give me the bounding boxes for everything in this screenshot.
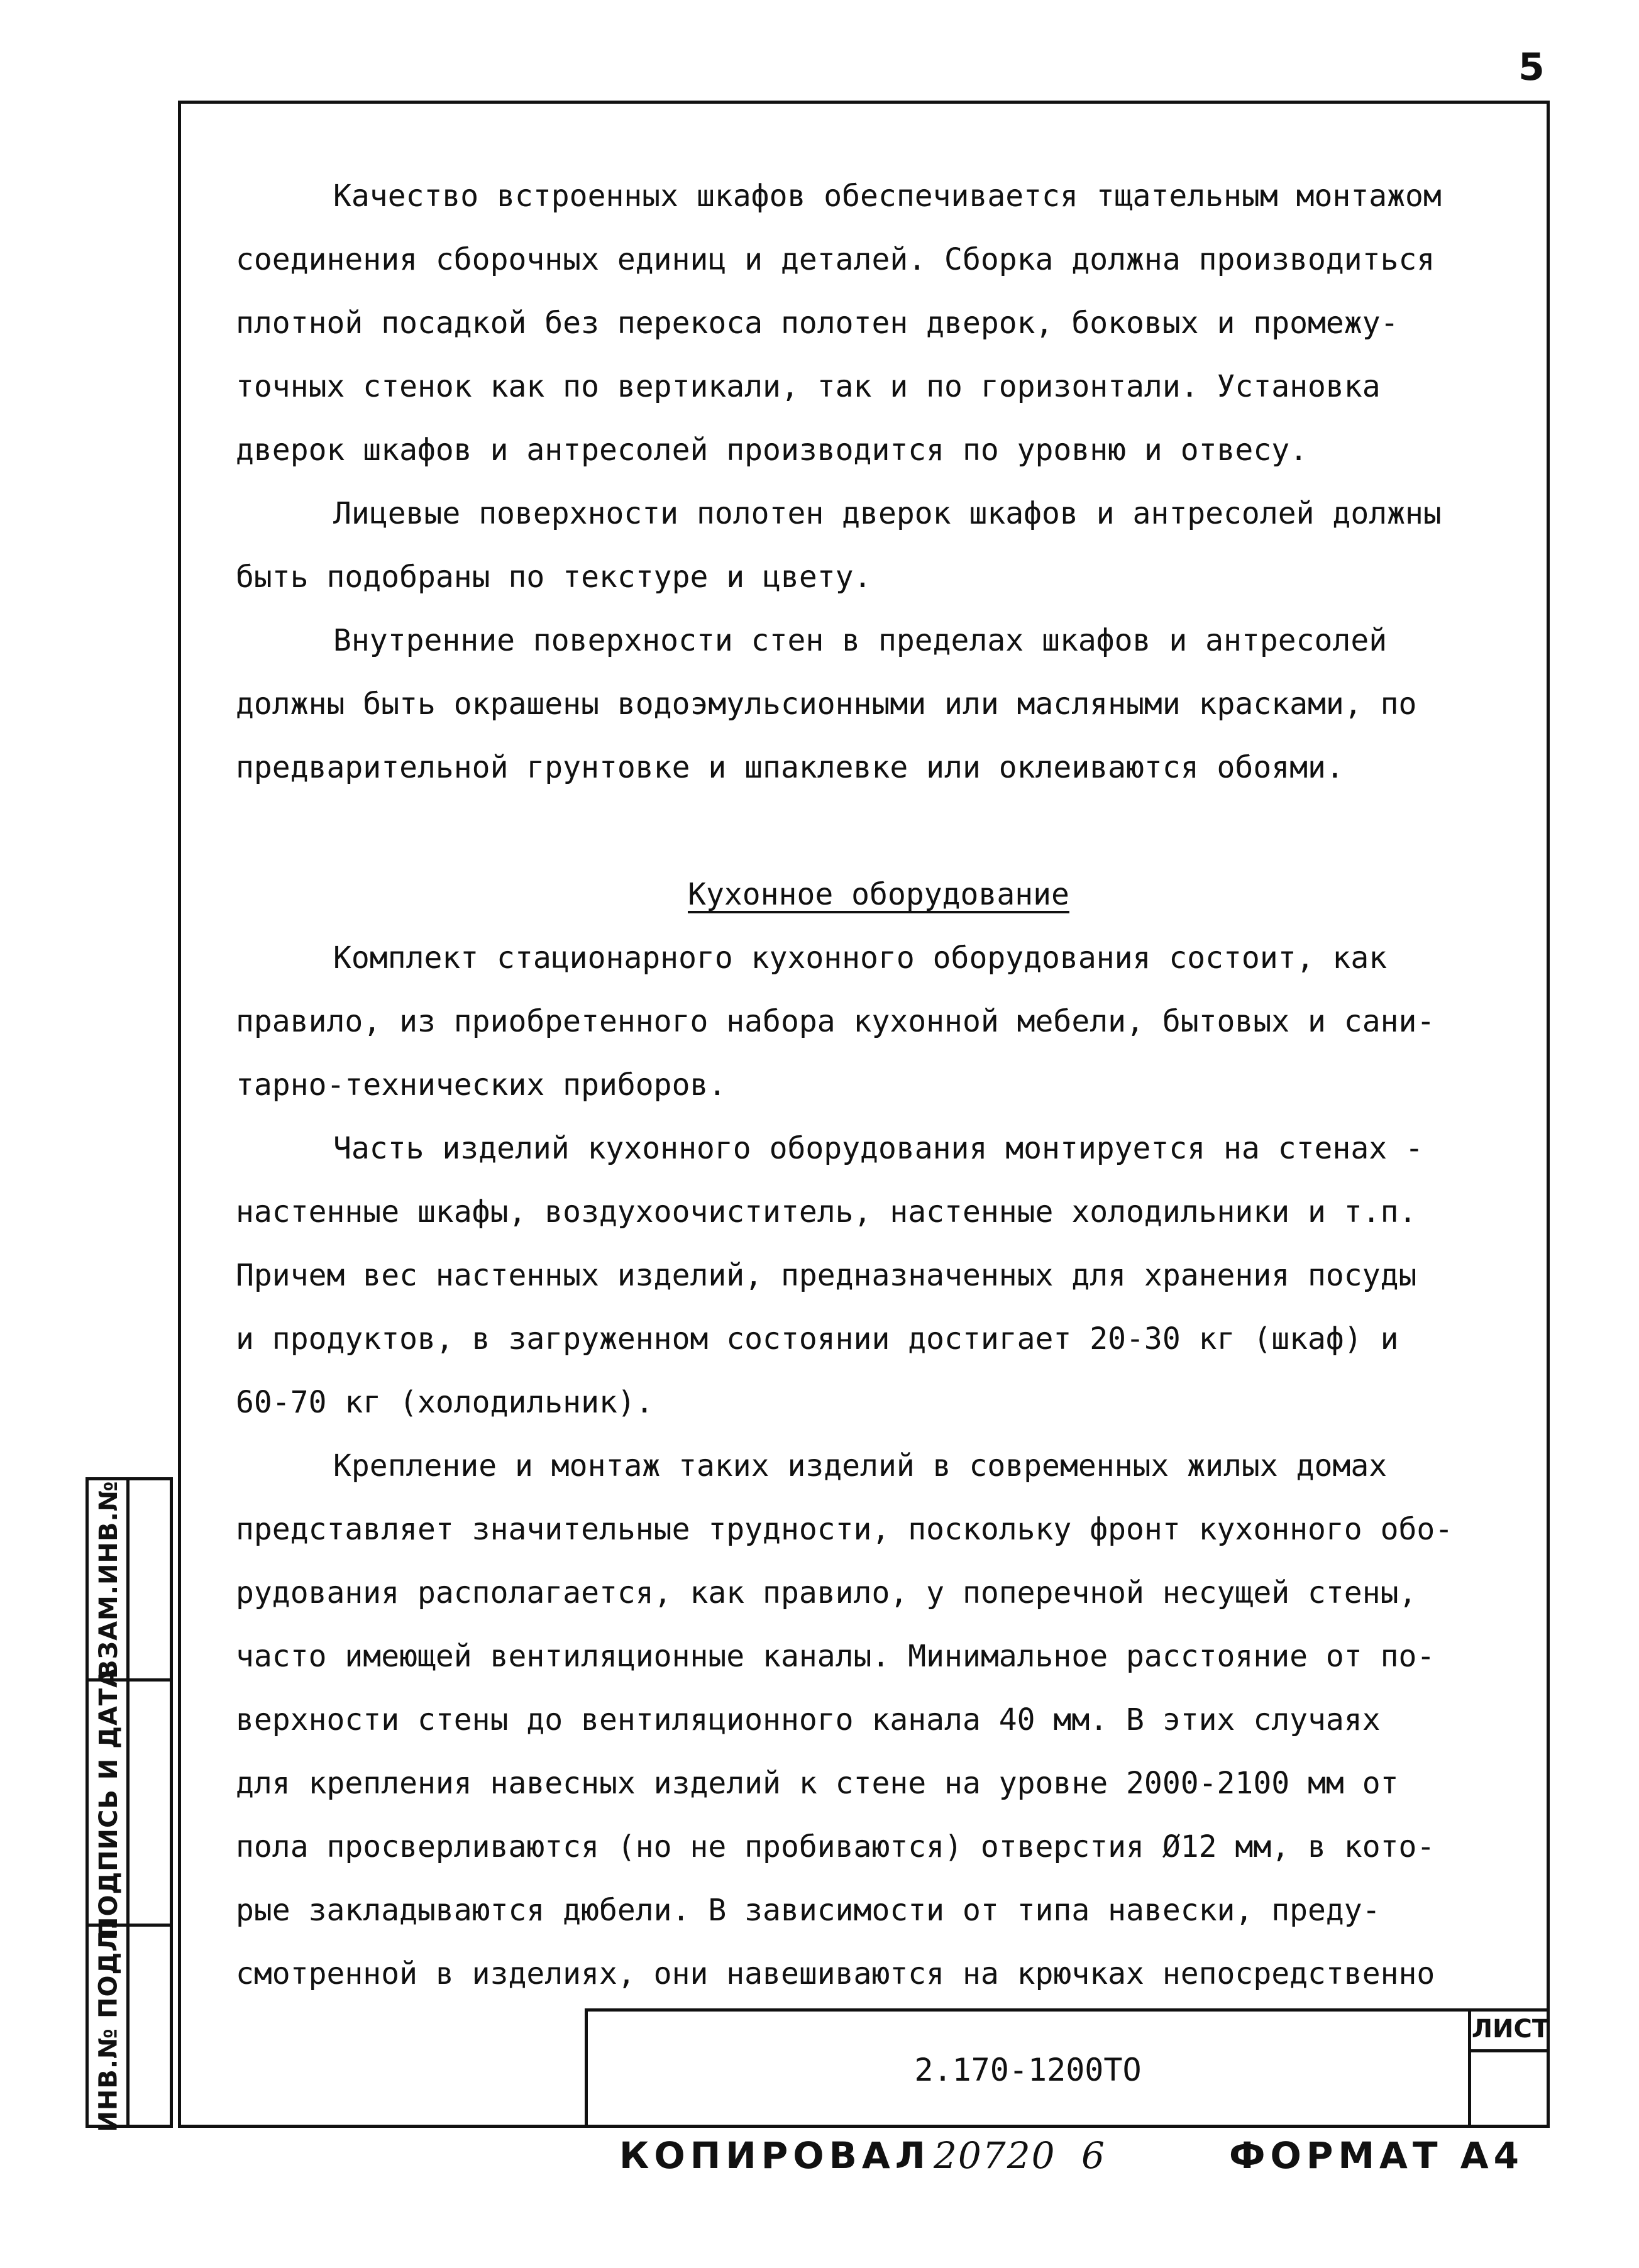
footer-format-label: ФОРМАТ А4 (1229, 2134, 1524, 2177)
paragraph-line: пола просверливаются (но не пробиваются) отверстия Ø12 мм, в кото- (236, 1829, 1435, 1864)
sheet-cell (1468, 2008, 1550, 2128)
paragraph-line: Качество встроенных шкафов обеспечивается тщательным монтажом (333, 179, 1442, 214)
paragraph-line: рудования располагается, как правило, у поперечной несущей стены, (236, 1575, 1417, 1610)
footer-copy-mark: 6 (1081, 2134, 1106, 2177)
sheet-label: ЛИСТ (1471, 2008, 1550, 2052)
page-number: 5 (1518, 45, 1545, 89)
footer-copied-label: КОПИРОВАЛ (619, 2134, 930, 2177)
paragraph-line: правило, из приобретенного набора кухонной мебели, бытовых и сани- (236, 1004, 1435, 1039)
paragraph-line: рые закладываются дюбели. В зависимости от типа навески, преду- (236, 1893, 1381, 1928)
paragraph-line: Крепление и монтаж таких изделий в современных жилых домах (333, 1448, 1388, 1484)
side-stamp-inv-original-label: ИНВ.№ ПОДЛ. (94, 1919, 123, 2132)
paragraph-line: тарно-технических приборов. (236, 1067, 727, 1103)
paragraph-line: часто имеющей вентиляционные каналы. Минимальное расстояние от по- (236, 1639, 1435, 1674)
side-stamp-cell (91, 1480, 126, 1678)
paragraph-line: плотной посадкой без перекоса полотен дверок, боковых и промежу- (236, 306, 1399, 341)
paragraph-line: Причем вес настенных изделий, предназначенных для хранения посуды (236, 1258, 1417, 1293)
paragraph-line: Часть изделий кухонного оборудования монтируется на стенах - (333, 1131, 1423, 1166)
paragraph-line: соединения сборочных единиц и деталей. Сборка должна производиться (236, 242, 1435, 277)
paragraph (236, 1117, 1521, 1434)
document-code: 2.170-1200ТО (914, 2051, 1142, 2088)
paragraph-line: предварительной грунтовке и шпаклевке или оклеиваются обоями. (236, 750, 1344, 785)
section-heading: Кухонное оборудование (688, 877, 1069, 912)
paragraph (236, 482, 1521, 609)
document-body (236, 165, 1521, 2006)
paragraph-line: настенные шкафы, воздухоочиститель, настенные холодильники и т.п. (236, 1194, 1417, 1230)
paragraph-line: 60-70 кг (холодильник). (236, 1385, 654, 1420)
side-stamp-cell (91, 1919, 126, 2132)
footer-copy-number: 20720 (934, 2134, 1056, 2177)
paragraph-line: для крепления навесных изделий к стене на уровне 2000-2100 мм от (236, 1766, 1399, 1801)
paragraph-line: и продуктов, в загруженном состоянии достигает 20-30 кг (шкаф) и (236, 1321, 1399, 1357)
title-block (585, 2008, 1550, 2128)
side-stamp-inv-substitute-label: ВЗАМ.ИНВ.№ (94, 1480, 123, 1679)
side-stamp-cell (91, 1667, 126, 1938)
side-stamp-signature-date-label: ПОДПИСЬ И ДАТА (94, 1667, 123, 1938)
paragraph-line: должны быть окрашены водоэмульсионными или масляными красками, по (236, 686, 1417, 722)
side-stamp (86, 1477, 173, 2132)
paragraph-line: дверок шкафов и антресолей производится по уровню и отвесу. (236, 432, 1308, 468)
paragraph (236, 927, 1521, 1117)
blank-line (236, 800, 1521, 863)
paragraph-line: Лицевые поверхности полотен дверок шкафов и антресолей должны (333, 496, 1442, 531)
paragraph (236, 609, 1521, 800)
paragraph-line: быть подобраны по текстуре и цвету. (236, 559, 872, 595)
paragraph-line: смотренной в изделиях, они навешиваются на крючках непосредственно (236, 1956, 1435, 1991)
side-stamp-divider (126, 1477, 130, 2128)
paragraph (236, 165, 1521, 482)
paragraph-line: Комплект стационарного кухонного оборудования состоит, как (333, 940, 1388, 976)
paragraph (236, 1434, 1521, 2006)
paragraph-line: представляет значительные трудности, поскольку фронт кухонного обо- (236, 1512, 1454, 1547)
paragraph-line: верхности стены до вентиляционного канала 40 мм. В этих случаях (236, 1702, 1381, 1737)
paragraph-line: Внутренние поверхности стен в пределах шкафов и антресолей (333, 623, 1388, 658)
paragraph-line: точных стенок как по вертикали, так и по горизонтали. Установка (236, 369, 1381, 404)
